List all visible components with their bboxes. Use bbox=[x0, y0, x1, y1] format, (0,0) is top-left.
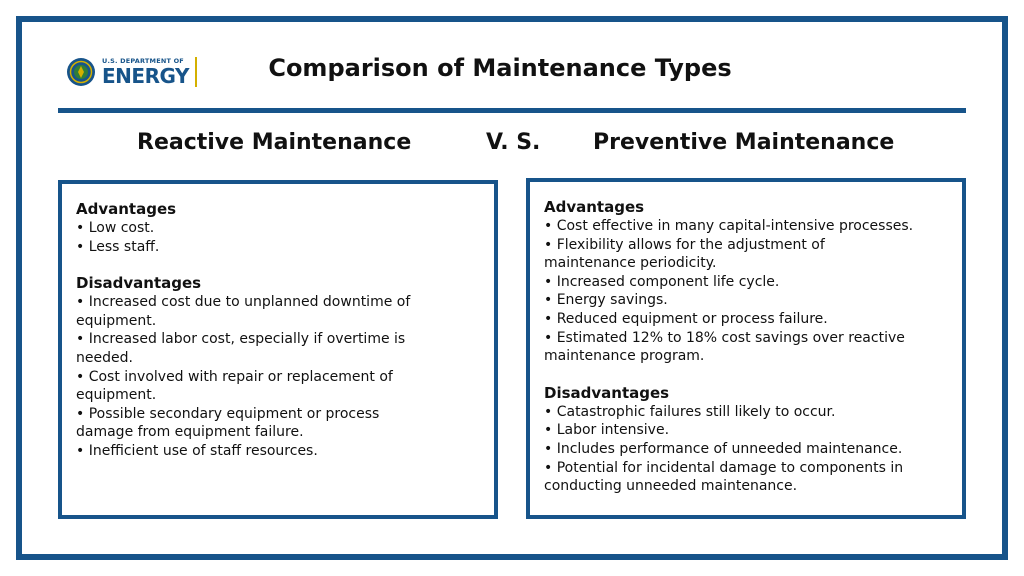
logo-name: ENERGY bbox=[102, 63, 189, 88]
reactive-advantages-title: Advantages bbox=[76, 200, 177, 218]
preventive-disadvantage-item: • Labor intensive. bbox=[544, 422, 670, 439]
versus-label: V. S. bbox=[486, 130, 541, 155]
preventive-heading: Preventive Maintenance bbox=[593, 130, 895, 155]
preventive-disadvantage-item: • Catastrophic failures still likely to occur. bbox=[544, 403, 836, 420]
preventive-advantage-item: maintenance program. bbox=[544, 348, 705, 365]
preventive-advantage-item: • Estimated 12% to 18% cost savings over reactive bbox=[544, 329, 905, 346]
preventive-disadvantages-title: Disadvantages bbox=[544, 383, 670, 402]
preventive-advantages-title: Advantages bbox=[544, 198, 645, 216]
reactive-disadvantage-item: • Inefficient use of staff resources. bbox=[76, 442, 318, 459]
reactive-disadvantage-item: • Cost involved with repair or replacement of bbox=[76, 368, 393, 385]
reactive-disadvantage-item: • Increased labor cost, especially if overtime is bbox=[76, 331, 406, 348]
preventive-advantage-item: • Cost effective in many capital-intensive processes. bbox=[544, 218, 914, 234]
page-title: Comparison of Maintenance Types bbox=[268, 54, 732, 82]
preventive-advantage-item: maintenance periodicity. bbox=[544, 255, 717, 272]
preventive-advantage-item: • Reduced equipment or process failure. bbox=[544, 310, 828, 327]
logo-agency-line: U.S. DEPARTMENT OF bbox=[102, 57, 184, 66]
preventive-advantage-item: • Increased component life cycle. bbox=[544, 273, 780, 290]
reactive-heading: Reactive Maintenance bbox=[137, 130, 412, 155]
reactive-panel bbox=[58, 180, 498, 519]
reactive-disadvantage-item: needed. bbox=[76, 349, 133, 366]
reactive-disadvantage-item: damage from equipment failure. bbox=[76, 424, 304, 441]
reactive-advantage-item: • Low cost. bbox=[76, 220, 155, 236]
reactive-disadvantage-item: equipment. bbox=[76, 387, 157, 404]
preventive-disadvantage-item: • Includes performance of unneeded maintenance. bbox=[544, 440, 903, 457]
logo-divider bbox=[195, 57, 197, 87]
doe-logo bbox=[66, 52, 197, 92]
reactive-disadvantage-item: • Increased cost due to unplanned downtime of bbox=[76, 294, 411, 311]
preventive-advantage-item: • Flexibility allows for the adjustment of bbox=[544, 236, 825, 253]
preventive-disadvantage-item: conducting unneeded maintenance. bbox=[544, 478, 798, 495]
preventive-disadvantage-item: • Potential for incidental damage to components in bbox=[544, 459, 904, 476]
preventive-advantage-item: • Energy savings. bbox=[544, 292, 668, 309]
reactive-disadvantages-title: Disadvantages bbox=[76, 274, 202, 293]
title-divider bbox=[58, 108, 966, 113]
reactive-advantage-item: • Less staff. bbox=[76, 238, 160, 255]
doe-seal-icon bbox=[66, 57, 96, 87]
preventive-panel bbox=[526, 178, 966, 519]
reactive-disadvantage-item: equipment. bbox=[76, 312, 157, 329]
reactive-disadvantage-item: • Possible secondary equipment or process bbox=[76, 405, 380, 422]
